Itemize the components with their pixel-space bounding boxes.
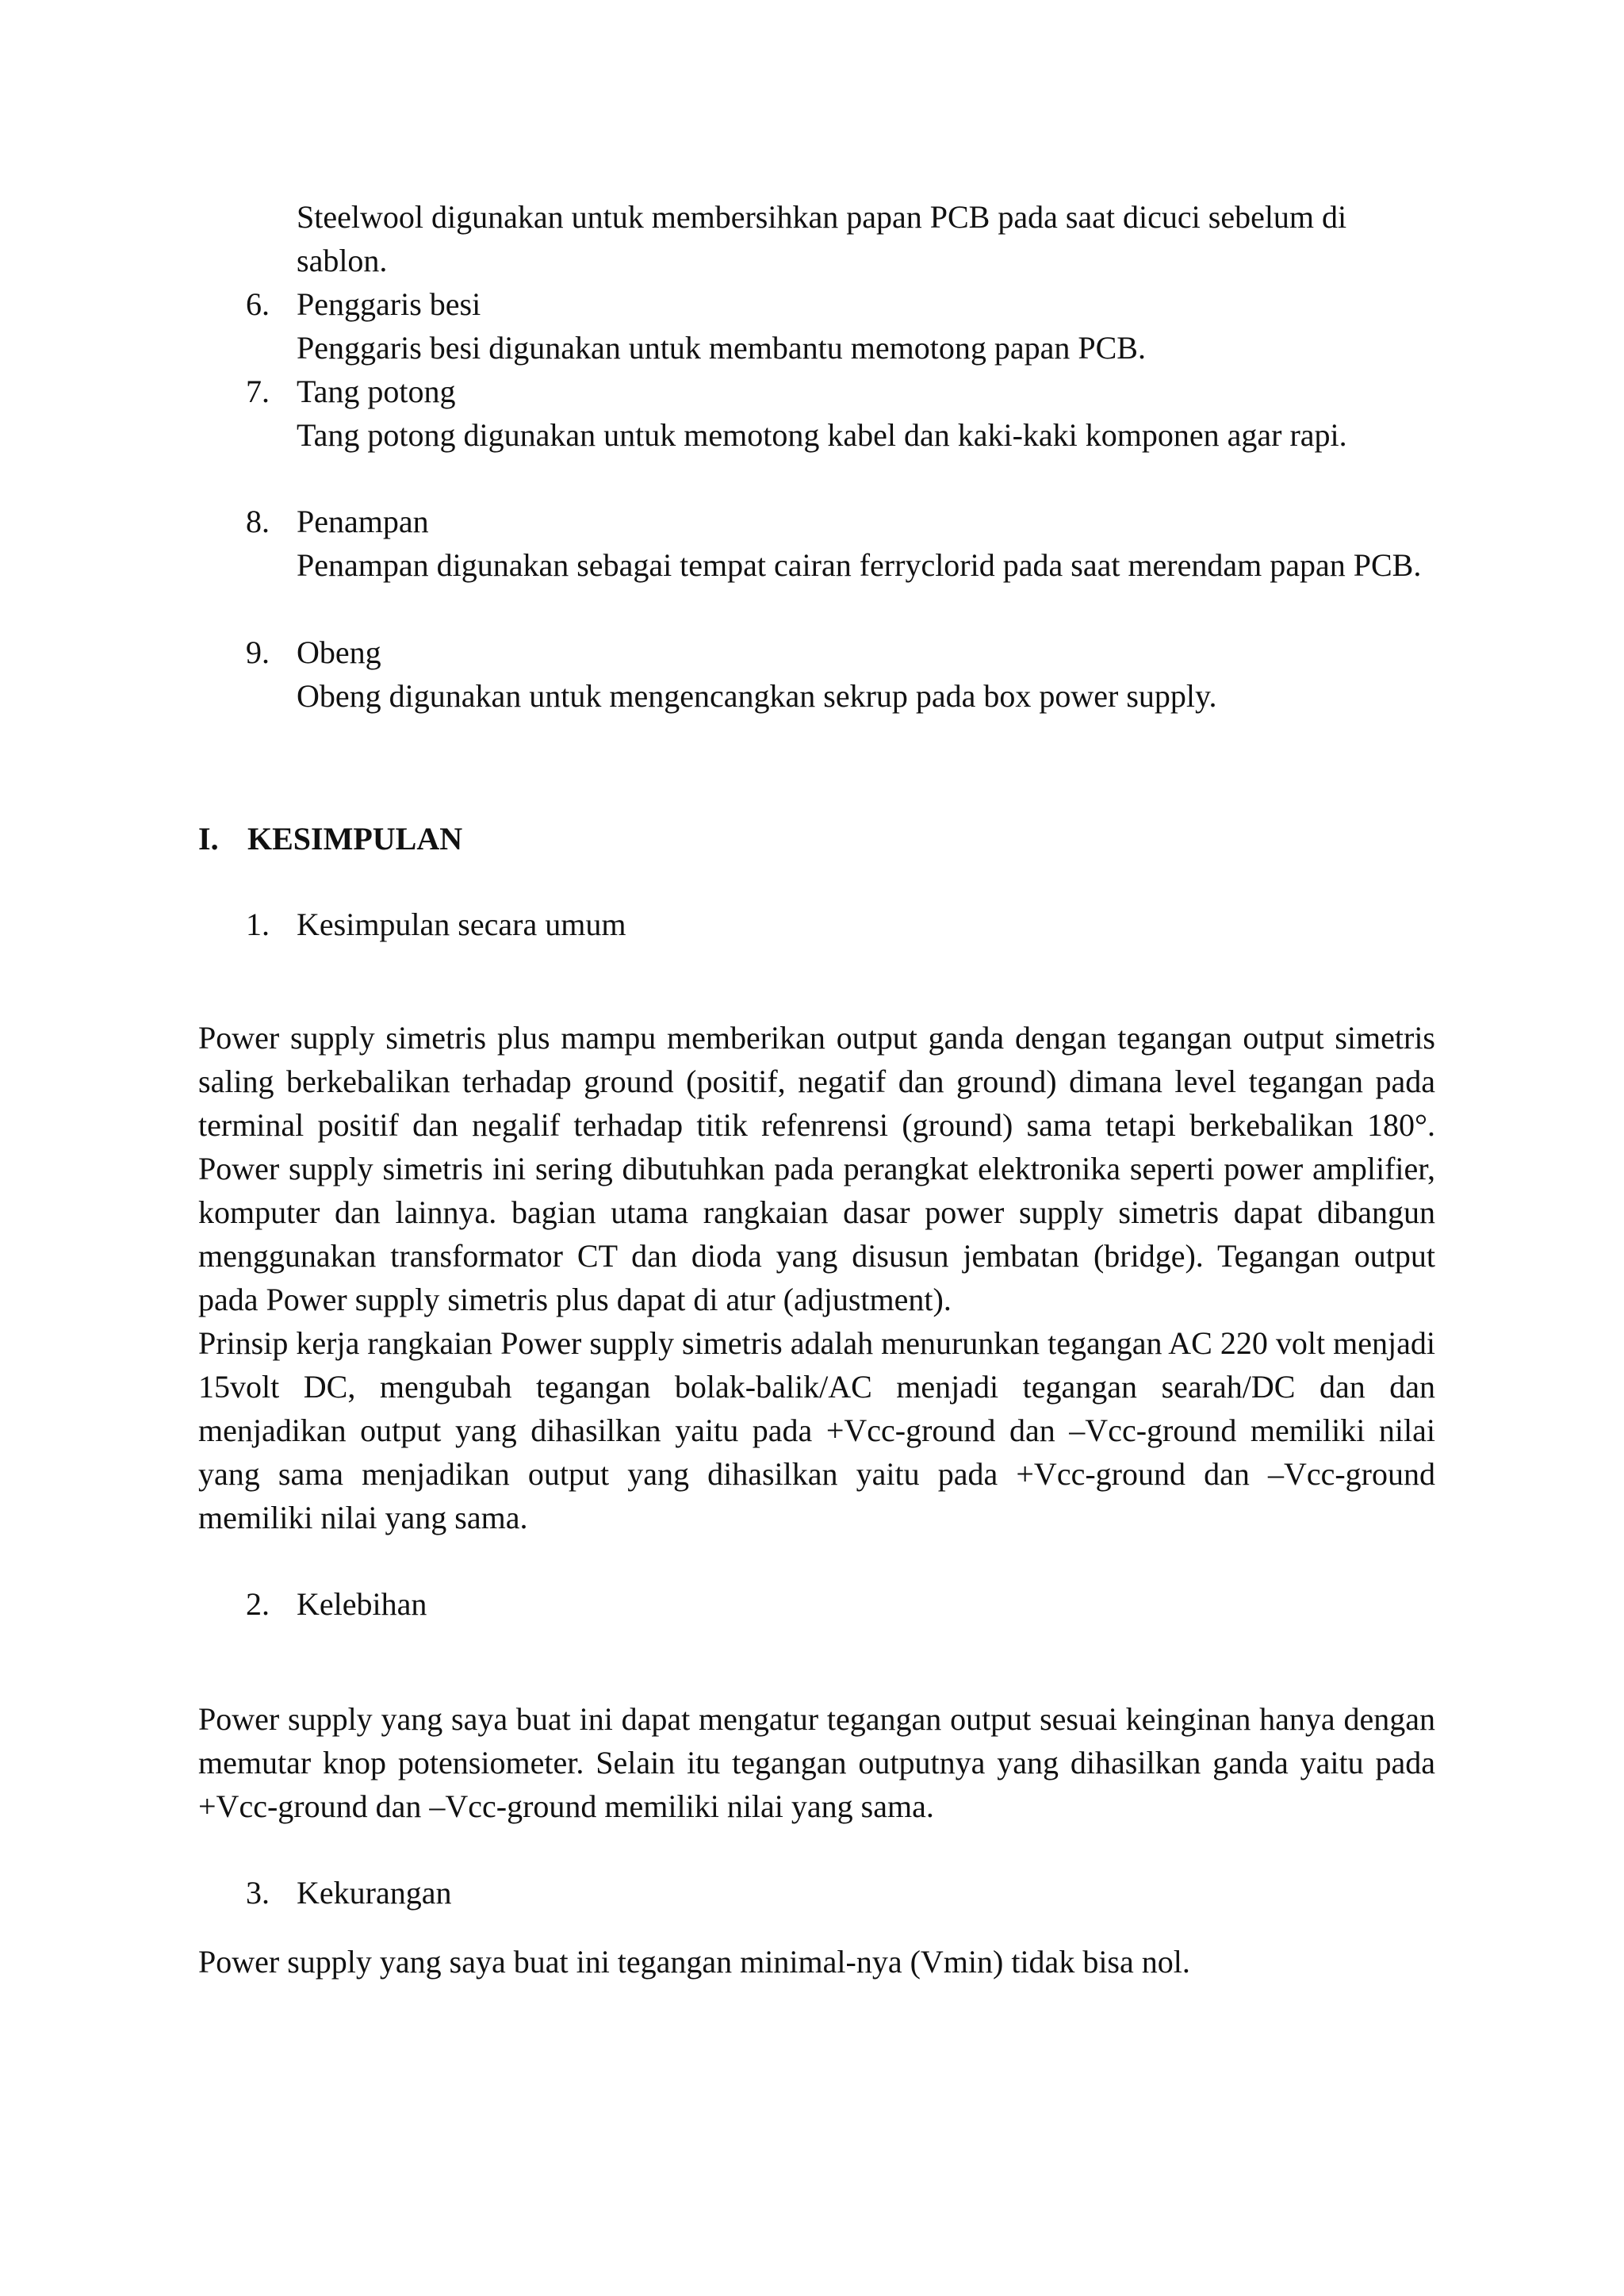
list-item-tang-potong (198, 370, 1467, 457)
list-item-obeng (198, 631, 1467, 718)
subsection-number: 2. (246, 1586, 270, 1622)
list-item-description: Penggaris besi digunakan untuk membantu memotong papan PCB. (297, 330, 1146, 366)
list-item-number: 8. (246, 504, 270, 539)
subsection-number: 1. (246, 907, 270, 942)
section-heading-kesimpulan (198, 817, 462, 861)
subsection-title: Kelebihan (297, 1586, 427, 1622)
list-item-number: 7. (246, 374, 270, 409)
paragraph-kekurangan: Power supply yang saya buat ini tegangan minimal-nya (Vmin) tidak bisa nol. (198, 1944, 1190, 1980)
paragraph-prinsip-kerja: Prinsip kerja rangkaian Power supply simetris adalah menurunkan tegangan AC 220 volt menjadi 15volt DC, mengubah tegangan bolak-balik/AC menjadi tegangan searah/DC dan dan menjadikan output yang dihasilkan yaitu pada +Vcc-ground dan –Vcc-ground memiliki nilai yang sama menjadikan output yang dihasilkan yaitu pada +Vcc-ground dan –Vcc-ground memiliki nilai yang sama. (198, 1325, 1435, 1535)
list-item-title: Tang potong (297, 374, 456, 409)
subsection-heading-kesimpulan-umum (198, 903, 1467, 946)
list-item-title: Penampan (297, 504, 429, 539)
paragraph-kelebihan: Power supply yang saya buat ini dapat mengatur tegangan output sesuai keinginan hanya dengan memutar knop potensiometer. Selain itu tegangan outputnya yang dihasilkan ganda yaitu pada +Vcc-ground dan –Vcc-ground memiliki nilai yang sama. (198, 1701, 1435, 1824)
subsection-number: 3. (246, 1875, 270, 1911)
paragraph-kesimpulan-umum: Power supply simetris plus mampu memberikan output ganda dengan tegangan output simetris saling berkebalikan terhadap ground (positif, negatif dan ground) dimana level tegangan pada terminal positif dan negalif terhadap titik refenrensi (ground) sama tetapi berkebalikan 180°. Power supply simetris ini sering dibutuhkan pada perangkat elektronika seperti power amplifier, komputer dan lainnya. bagian utama rangkaian dasar power supply simetris dapat dibangun menggunakan transformator CT dan dioda yang disusun jembatan (bridge). Tegangan output pada Power supply simetris plus dapat di atur (adjustment). (198, 1020, 1435, 1317)
subsection-title: Kesimpulan secara umum (297, 907, 626, 942)
list-item-description: Tang potong digunakan untuk memotong kabel dan kaki-kaki komponen agar rapi. (297, 417, 1347, 453)
list-item-penampan (198, 500, 1467, 587)
list-item-title: Obeng (297, 634, 381, 670)
subsection-title: Kekurangan (297, 1875, 452, 1911)
list-item-number: 6. (246, 286, 270, 322)
list-item-number: 9. (246, 634, 270, 670)
section-number: I. (198, 821, 219, 857)
section-title: KESIMPULAN (247, 821, 463, 857)
subsection-heading-kelebihan (198, 1582, 1467, 1626)
steelwool-description: Steelwool digunakan untuk membersihkan papan PCB pada saat dicuci sebelum di sablon. (297, 199, 1347, 278)
list-item-title: Penggaris besi (297, 286, 481, 322)
list-item-description: Obeng digunakan untuk mengencangkan sekrup pada box power supply. (297, 678, 1217, 714)
list-item-description: Penampan digunakan sebagai tempat cairan ferryclorid pada saat merendam papan PCB. (297, 547, 1422, 583)
subsection-heading-kekurangan (198, 1871, 1467, 1915)
list-item-penggaris-besi (198, 282, 1467, 370)
